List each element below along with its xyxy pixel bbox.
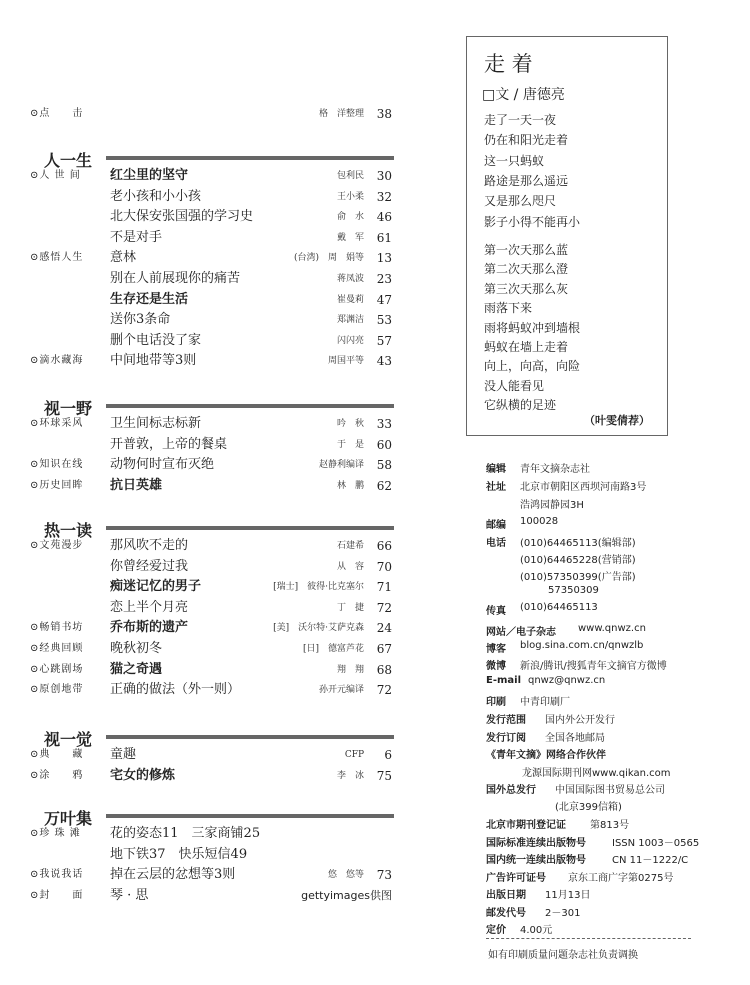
- section-heading: 人一生: [44, 151, 93, 170]
- info-value: 57350309: [548, 585, 599, 596]
- info-label: 国际标准连续出版物号: [486, 838, 586, 849]
- toc-row[interactable]: [30, 886, 392, 906]
- page-number: 75: [376, 768, 392, 783]
- section-divider: [106, 404, 394, 408]
- article-title: 开普敦，上帝的餐桌: [110, 436, 228, 452]
- poem-line: 走了一天一夜: [484, 113, 557, 127]
- column-name: ⊙心跳剧场: [30, 663, 84, 675]
- page-number: gettyimages供图: [301, 888, 392, 902]
- toc-row[interactable]: [30, 577, 392, 597]
- article-author: 俞 水: [336, 212, 364, 223]
- article-title: 生存还是生活: [110, 291, 189, 307]
- article-author: (台湾) 周 娟等: [293, 253, 364, 264]
- toc-row[interactable]: [30, 455, 392, 475]
- article-author: 林 鹏: [336, 480, 364, 491]
- column-name: ⊙封 面: [30, 889, 84, 901]
- toc-row[interactable]: [30, 310, 392, 330]
- column-name: ⊙知识在线: [30, 459, 84, 471]
- article-title: 抗日英雄: [110, 477, 163, 493]
- article-title: 动物何时宣布灭绝: [110, 457, 215, 473]
- info-value[interactable]: blog.sina.com.cn/qnwzlb: [520, 640, 644, 651]
- info-label: 电话: [486, 538, 506, 549]
- info-label: 定价: [486, 925, 506, 936]
- info-label: 广告许可证号: [486, 873, 546, 884]
- article-title: 卫生间标志标新: [110, 416, 202, 431]
- section-heading: 万叶集: [44, 809, 93, 828]
- info-label: 出版日期: [486, 890, 526, 901]
- toc-row[interactable]: [30, 228, 392, 248]
- column-name: ⊙历史回眸: [30, 479, 84, 491]
- article-author: 从 容: [336, 561, 364, 572]
- article-author: 吟 秋: [336, 419, 364, 429]
- info-label: 发行范围: [486, 715, 526, 726]
- column-name: ⊙点 击: [30, 108, 84, 119]
- article-author: 王小柔: [336, 191, 364, 202]
- article-title: 正确的做法（外一则）: [110, 682, 241, 698]
- toc-row[interactable]: [30, 766, 392, 786]
- toc-row[interactable]: [30, 351, 392, 371]
- info-label: 《青年文摘》网络合作伙伴: [486, 750, 606, 761]
- section-heading: 热一读: [44, 521, 93, 540]
- article-author: 格 洋整理: [318, 109, 364, 119]
- info-value: 全国各地邮局: [545, 733, 605, 744]
- article-author: 郑渊洁: [336, 315, 364, 326]
- toc-row[interactable]: [30, 435, 392, 455]
- article-author: 丁 捷: [336, 602, 364, 613]
- page-number: 62: [376, 478, 392, 493]
- page-number: 33: [376, 417, 392, 431]
- info-value: 京东工商广字第0275号: [568, 873, 674, 884]
- info-label: 北京市期刊登记证: [486, 820, 566, 831]
- info-label: 发行订阅: [486, 733, 526, 744]
- toc-row[interactable]: [30, 187, 392, 207]
- column-name: ⊙滴水藏海: [30, 355, 84, 367]
- toc-row[interactable]: [30, 414, 392, 434]
- toc-row[interactable]: [30, 598, 392, 618]
- info-value: (010)64465228(营销部): [520, 555, 636, 566]
- article-title: 意林: [110, 250, 137, 266]
- info-label: E-mail: [486, 675, 522, 686]
- article-author: 周国平等: [327, 356, 364, 367]
- article-title: 恋上半个月亮: [110, 599, 189, 615]
- article-title: 不是对手: [110, 229, 163, 245]
- info-value: 北京市朝阳区西坝河南路3号: [520, 482, 647, 493]
- info-value: 第813号: [590, 820, 630, 831]
- column-name: ⊙典 藏: [30, 749, 84, 760]
- column-name: ⊙环球采风: [30, 418, 84, 429]
- page-number: 72: [376, 600, 392, 615]
- article-author: 翔 翔: [336, 664, 364, 675]
- article-title: 痴迷记忆的男子: [110, 579, 202, 595]
- page-number: 58: [376, 458, 392, 473]
- info-label: 社址: [486, 482, 506, 493]
- section-heading: 视一野: [44, 399, 93, 418]
- toc-row[interactable]: [30, 845, 392, 865]
- article-author: 戴 军: [336, 232, 364, 243]
- info-value[interactable]: qnwz@qnwz.cn: [528, 675, 606, 686]
- info-value: 浩鸿园静园3H: [520, 500, 584, 511]
- page-number: 24: [376, 621, 392, 636]
- page-number: 67: [376, 642, 392, 656]
- column-name: ⊙珍 珠 滩: [30, 828, 81, 839]
- article-author: 包利民: [336, 171, 364, 181]
- article-title: 送你3条命: [110, 312, 171, 328]
- article-author: 孙开元编译: [318, 685, 364, 696]
- article-title: 别在人前展现你的痛苦: [110, 271, 241, 286]
- article-author: 石建希: [336, 541, 364, 551]
- article-author: [美] 沃尔特·艾萨克森: [273, 623, 364, 634]
- toc-row[interactable]: [30, 745, 392, 765]
- section-divider: [106, 526, 394, 530]
- page-number: 43: [376, 354, 392, 369]
- section-divider: [106, 814, 394, 818]
- column-name: ⊙畅销书坊: [30, 622, 84, 634]
- article-author: [瑞士] 彼得·比克塞尔: [273, 582, 364, 593]
- article-title: 晚秋初冬: [110, 641, 163, 656]
- info-value: 青年文摘杂志社: [520, 464, 590, 475]
- toc-row[interactable]: [30, 476, 392, 496]
- column-name: ⊙涂 鸦: [30, 769, 84, 781]
- poem-line: 第一次天那么蓝: [484, 243, 569, 257]
- article-title: 猫之奇遇: [110, 661, 163, 677]
- footer-divider: [486, 938, 691, 939]
- article-author: 李 冰: [336, 770, 364, 781]
- poem-line: 没人能看见: [484, 378, 545, 393]
- info-value: 新浪/腾讯/搜狐青年文摘官方微博: [520, 661, 667, 672]
- page-number: 13: [376, 251, 392, 266]
- column-name: ⊙经典回顾: [30, 643, 84, 654]
- article-title: 删个电话没了家: [110, 332, 202, 348]
- info-value[interactable]: www.qnwz.cn: [578, 623, 646, 634]
- poem-line: 雨落下来: [484, 301, 533, 316]
- page-number: 46: [376, 210, 392, 225]
- toc-row[interactable]: [30, 557, 392, 577]
- poem-line: 蚂蚁在墙上走着: [484, 340, 569, 354]
- article-author: 赵静利编译: [318, 460, 364, 471]
- page-number: 60: [376, 437, 392, 452]
- toc-row[interactable]: [30, 660, 392, 680]
- info-label: 传真: [486, 606, 506, 617]
- info-label: 博客: [486, 644, 506, 655]
- info-value: 中国国际图书贸易总公司: [555, 785, 665, 796]
- toc-row[interactable]: [30, 824, 392, 844]
- info-value: CN 11－1222/C: [612, 855, 689, 866]
- article-title: 乔布斯的遗产: [110, 620, 189, 636]
- article-title: 宅女的修炼: [110, 767, 176, 783]
- column-name: ⊙感悟人生: [30, 252, 84, 264]
- poem-line: 它纵横的足迹: [484, 398, 557, 413]
- article-title: 你曾经爱过我: [110, 558, 189, 574]
- article-title: 童趣: [110, 747, 137, 762]
- article-title: 掉在云层的忿想等3则: [110, 867, 236, 883]
- column-name: ⊙人 世 间: [30, 170, 81, 181]
- column-name: ⊙原创地带: [30, 684, 84, 696]
- info-value[interactable]: 龙源国际期刊网www.qikan.com: [522, 768, 671, 779]
- info-value: (010)64465113(编辑部): [520, 538, 636, 549]
- poem-line: 又是那么咫尺: [484, 194, 557, 209]
- poem-title: 走 着: [484, 52, 533, 76]
- toc-row[interactable]: [30, 269, 392, 289]
- article-title: 那风吹不走的: [110, 538, 189, 553]
- article-title: 花的姿态11 三家商铺25: [110, 826, 261, 841]
- info-value: 11月13日: [545, 890, 591, 901]
- poem-line: 第三次天那么灰: [484, 281, 569, 296]
- article-author: 悠 悠等: [327, 870, 364, 881]
- info-value: (北京399信箱): [555, 802, 622, 813]
- poem-line: 第二次天那么澄: [484, 262, 569, 277]
- page-number: 32: [376, 189, 392, 204]
- page-number: 70: [376, 559, 392, 574]
- toc-row[interactable]: [30, 618, 392, 638]
- toc-row[interactable]: [30, 331, 392, 351]
- page-number: 68: [376, 662, 392, 677]
- article-author: 闪闪亮: [336, 335, 364, 346]
- article-title: 中间地带等3则: [110, 353, 197, 369]
- article-title: 琴 · 思: [110, 887, 149, 903]
- toc-row[interactable]: [30, 680, 392, 700]
- page-number: 61: [376, 230, 392, 245]
- page-number: 23: [376, 272, 392, 286]
- toc-row[interactable]: [30, 166, 392, 186]
- toc-row[interactable]: [30, 248, 392, 268]
- toc-row[interactable]: [30, 865, 392, 885]
- poem-line: 仍在和阳光走着: [484, 133, 569, 148]
- info-value: 2－301: [545, 908, 581, 919]
- info-label: 邮编: [486, 520, 506, 531]
- page-number: 73: [376, 868, 392, 883]
- toc-row[interactable]: [30, 536, 392, 556]
- page-number: 6: [384, 748, 392, 762]
- info-label: 网站／电子杂志: [486, 627, 556, 638]
- info-label: 国外总发行: [486, 785, 536, 796]
- info-label: 微博: [486, 661, 506, 672]
- info-value: 4.00元: [520, 925, 553, 936]
- footer-note: 如有印刷质量问题杂志社负责调换: [488, 950, 638, 961]
- page-number: 66: [376, 539, 392, 553]
- info-value: (010)64465113: [520, 602, 598, 613]
- info-value: 100028: [520, 516, 559, 527]
- poem-byline: □文 / 唐德亮: [482, 87, 565, 103]
- info-label: 邮发代号: [486, 908, 526, 919]
- column-name: ⊙我说我话: [30, 869, 84, 881]
- article-title: 北大保安张国强的学习史: [110, 209, 254, 225]
- page-number: 30: [376, 169, 392, 183]
- section-heading: 视一觉: [44, 730, 93, 749]
- toc-row[interactable]: [30, 207, 392, 227]
- article-author: [日] 德富芦花: [302, 644, 364, 654]
- article-author: CFP: [344, 750, 364, 760]
- info-label: 印刷: [486, 697, 506, 708]
- section-divider: [106, 735, 394, 739]
- toc-row[interactable]: [30, 639, 392, 659]
- page-number: 53: [376, 313, 392, 328]
- info-value: 国内外公开发行: [545, 715, 615, 726]
- article-author: 于 是: [336, 439, 364, 450]
- poem-line: 路途是那么遥远: [484, 173, 569, 188]
- poem-recommender: （叶雯倩荐）: [584, 414, 650, 427]
- poem-line: 向上，向高，向险: [484, 359, 581, 374]
- info-value: (010)57350399(广告部): [520, 572, 636, 583]
- article-title: 老小孩和小小孩: [110, 188, 202, 204]
- page-number: 57: [376, 333, 392, 348]
- poem-line: 雨将蚂蚁冲到墙根: [484, 320, 581, 335]
- article-title: 地下铁37 快乐短信49: [110, 846, 248, 862]
- info-label: 编辑: [486, 464, 506, 475]
- info-value: 中青印刷厂: [520, 697, 570, 708]
- page-number: 47: [376, 292, 392, 307]
- page-number: 71: [376, 580, 392, 595]
- info-value: ISSN 1003－0565: [612, 838, 700, 849]
- poem-line: 这一只蚂蚁: [484, 153, 545, 168]
- article-author: 崔曼莉: [336, 294, 364, 305]
- column-name: ⊙文苑漫步: [30, 540, 84, 551]
- page-number: 38: [376, 107, 392, 121]
- toc-top-row[interactable]: [30, 104, 392, 124]
- article-title: 红尘里的坚守: [110, 168, 189, 183]
- toc-row[interactable]: [30, 290, 392, 310]
- poem-line: 影子小得不能再小: [484, 214, 581, 229]
- article-author: 蒋凤波: [336, 274, 364, 284]
- section-divider: [106, 156, 394, 160]
- info-label: 国内统一连续出版物号: [486, 855, 586, 866]
- page-number: 72: [376, 683, 392, 698]
